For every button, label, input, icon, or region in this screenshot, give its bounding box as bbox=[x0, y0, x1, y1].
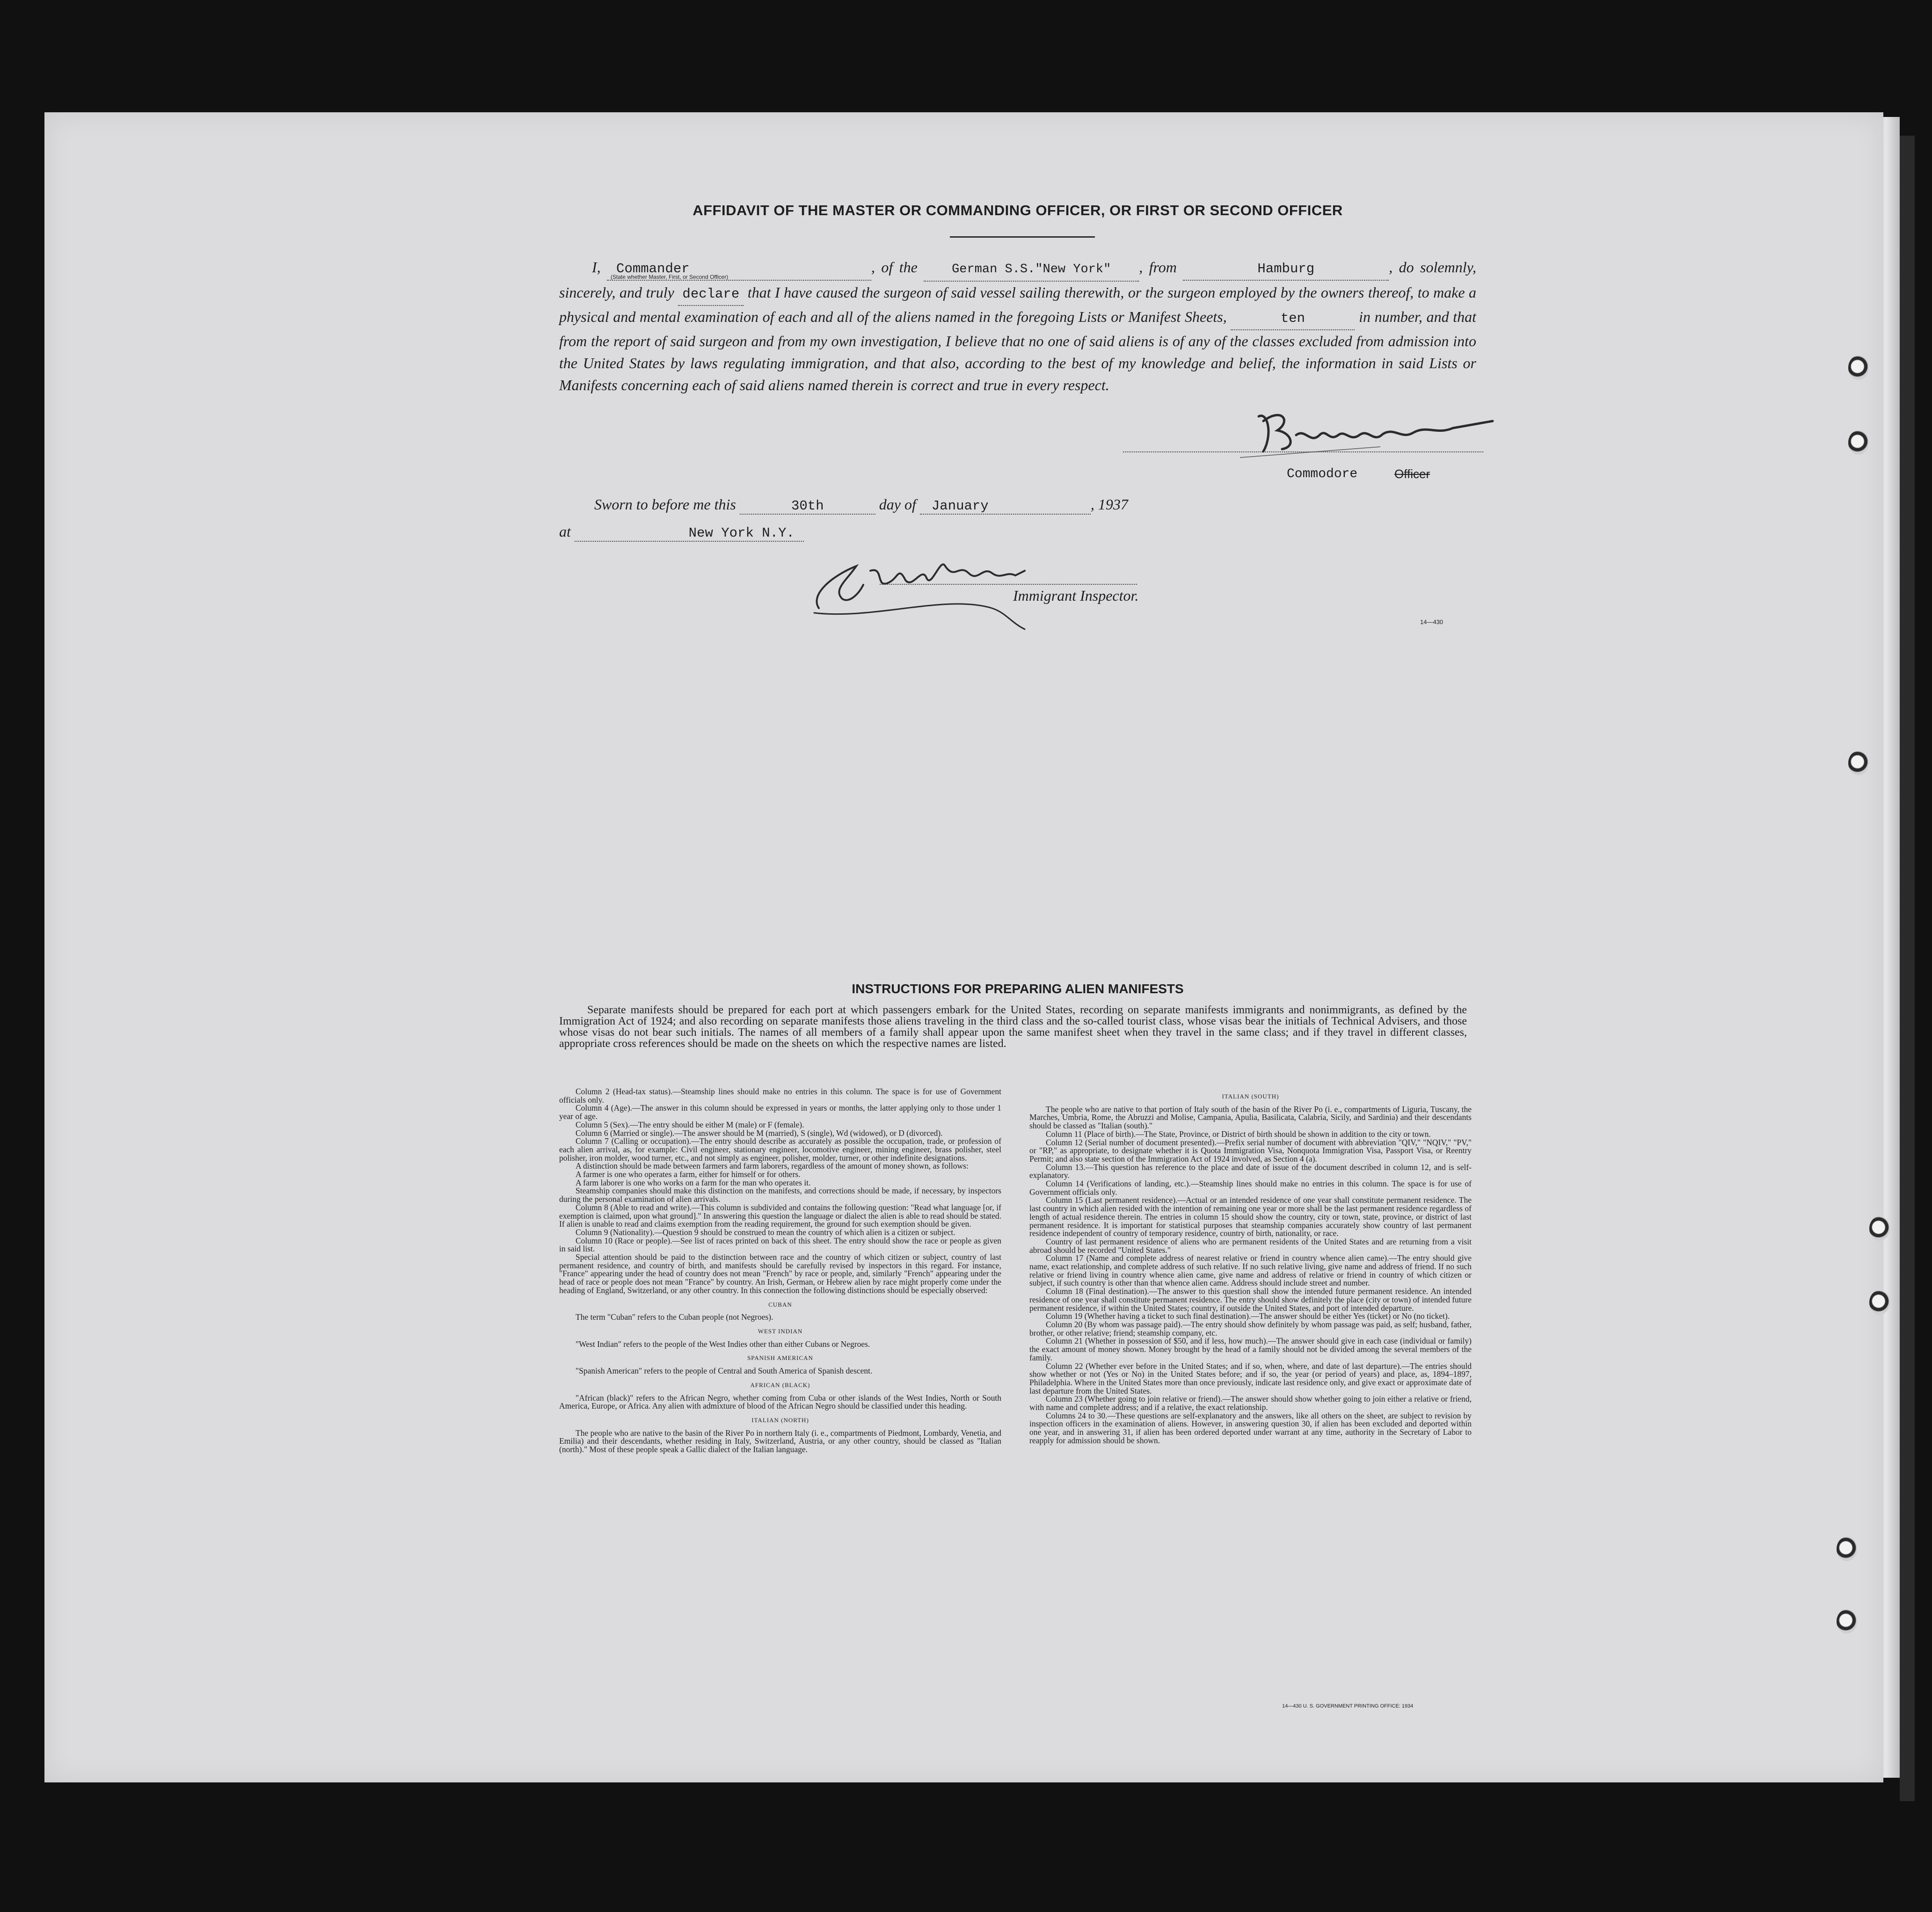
punch-hole bbox=[1869, 1216, 1890, 1241]
section-heading-african: AFRICAN (BLACK) bbox=[750, 1381, 810, 1389]
affidavit-of-the: , of the bbox=[871, 259, 918, 276]
instruction-paragraph: Column 9 (Nationality).—Question 9 should be construed to mean the country of which alien is a citizen or subject. bbox=[576, 1227, 955, 1237]
port-field: Hamburg bbox=[1183, 258, 1389, 281]
punch-hole bbox=[1848, 356, 1869, 380]
instruction-paragraph: Column 10 (Race or people).—See list of races printed on back of this sheet. The entry should show the race or people as given in said list. bbox=[559, 1236, 1001, 1254]
instruction-paragraph: Column 8 (Able to read and write).—This column is subdivided and contains the following question: "Read what language [or, if exemption is claimed, upon what ground]." In answering this question the language or dialect the alien is able to read should be stated. If alien is unable to read and claims exemption from the reading requirement, the ground for such exemption should be given. bbox=[559, 1202, 1001, 1229]
instruction-paragraph: Column 2 (Head-tax status).—Steamship lines should make no entries in this column. The space is for use of Government officials only. bbox=[559, 1087, 1001, 1105]
instruction-paragraph: "African (black)" refers to the African Negro, whether coming from Cuba or other islands of the West Indies, North or South America, Europe, or Africa. Any alien with admixture of blood of the African Negro should be classified under this heading. bbox=[559, 1393, 1001, 1411]
instruction-paragraph: Column 17 (Name and complete address of nearest relative or friend in country whence alien came).—The entry should give name, exact relationship, and complete address of such relative. If no such relative living, give name and address of friend. If no such relative or friend living in country whence alien came, give name and address of relative or friend in country of which citizen or subject, if such country is other than that whence alien came. Address should include street and number. bbox=[1029, 1253, 1472, 1288]
instruction-paragraph: Column 14 (Verifications of landing, etc.).—Steamship lines should make no entries in this column. The space is for use of Government officials only. bbox=[1029, 1179, 1472, 1197]
affidavit-from: , from bbox=[1139, 259, 1177, 276]
place-field: New York N.Y. bbox=[575, 525, 804, 542]
form-number: 14—430 bbox=[1420, 618, 1444, 625]
day-of: day of bbox=[879, 496, 916, 513]
instruction-paragraph: Column 22 (Whether ever before in the United States; and if so, when, where, and date of last departure).—The entries should show whether or not (Yes or No) in the United States before; and if so, the year (or period of years) and place, as, 1894–1897, Philadelphia. Where in the United States more than once previously, indicate last residence only, and give exact or approximate date of last departure from the United States. bbox=[1029, 1361, 1472, 1396]
instruction-paragraph: Column 18 (Final destination).—The answer to this question shall show the intended future permanent residence. An intended residence of one year shall constitute permanent residence. The entry should show definitely the place (city or town) of intended future permanent residence, if within the United States; country, if outside the United States, and port of intended departure. bbox=[1029, 1287, 1472, 1313]
instruction-paragraph: The people who are native to that portion of Italy south of the basin of the River Po (i. e., compartments of Liguria, Tuscany, the Marches, Umbria, Rome, the Abruzzi and Molise, Campania, Apulia, Basilicata, Calabria, Sicily, and Sardinia) and their descendants should be classed as "Italian (south)." bbox=[1029, 1104, 1472, 1131]
inspector-title: Immigrant Inspector. bbox=[1013, 587, 1139, 604]
section-heading-spanish-american: SPANISH AMERICAN bbox=[747, 1354, 813, 1362]
sheet-count-field: ten bbox=[1231, 307, 1355, 330]
punch-hole bbox=[1869, 1290, 1890, 1315]
inspector-signature bbox=[805, 538, 1067, 632]
instruction-paragraph: The term "Cuban" refers to the Cuban people (not Negroes). bbox=[576, 1312, 773, 1322]
affidavit-solemnly: solemnly, sincerely, and truly bbox=[559, 259, 1477, 301]
affidavit-do: , do bbox=[1389, 259, 1414, 276]
instruction-paragraph: A distinction should be made between farmers and farm laborers, regardless of the amount of money shown, as follows: bbox=[576, 1161, 969, 1171]
master-title-field: Commodore bbox=[1287, 467, 1358, 481]
sworn-prefix: Sworn to before me this bbox=[594, 496, 736, 513]
instruction-paragraph: Column 20 (By whom was passage paid).—The entry should show definitely by whom passage was paid, as self; husband, father, brother, or other relative; friend; steamship company, etc. bbox=[1029, 1319, 1472, 1338]
punch-hole bbox=[1848, 430, 1869, 455]
instruction-paragraph: Column 15 (Last permanent residence).—Actual or an intended residence of one year shall constitute permanent residence. The last country in which alien resided with the intention of remaining one year or more shall be the last permanent residence regardless of length of actual residence therein. The entries in column 15 should show the country, city or town, state, province, or district of last permanent residence. It is important for statistical purposes that steamship companies accurately show country of last permanent residence independent of country of temporary residence, country of birth, nationality, or race. bbox=[1029, 1195, 1472, 1238]
instruction-paragraph: Column 21 (Whether in possession of $50, and if less, how much).—The answer should give in each case (individual or family) the exact amount of money shown. Money brought by the head of a family should not be divided among the several members of the family. bbox=[1029, 1336, 1472, 1362]
title-divider bbox=[950, 236, 1095, 238]
printing-office-footer: 14—430 U. S. GOVERNMENT PRINTING OFFICE: 1934 bbox=[1282, 1703, 1414, 1709]
instructions-title: INSTRUCTIONS FOR PREPARING ALIEN MANIFESTS bbox=[852, 981, 1184, 996]
binder-strip bbox=[1900, 136, 1915, 1801]
instruction-paragraph: Special attention should be paid to the distinction between race and the country of which citizen or subject, country of last permanent residence, and country of birth, and manifests should be carefully revised by inspectors in this regard. For instance, "France" appearing under the head of country does not mean "French" by race or people, and, similarly "French" appearing under the head of race or people does not mean "France" by country. An Irish, German, or Hebrew alien by race might properly come under the heading of England, Switzerland, or any other country. In this connection the following distinctions should be especially observed: bbox=[559, 1252, 1001, 1295]
year-prefix: , 19 bbox=[1090, 496, 1113, 513]
instruction-paragraph: Steamship companies should make this distinction on the manifests, and corrections should be made, if necessary, by inspectors during the personal examination of alien arrivals. bbox=[559, 1186, 1001, 1204]
affidavit-clause-1: that I have caused the surgeon of said vessel sailing therewith, or the surgeon employed by the owners thereof, to make a physical and mental examination of each and all of the aliens named in the foregoing Lists or Manifest Sheets, bbox=[559, 284, 1477, 325]
officer-struck-text: Officer bbox=[1394, 467, 1430, 481]
instructions-left-column bbox=[559, 1088, 1001, 1454]
affidavit-i: I, bbox=[592, 259, 601, 276]
month-field: January bbox=[920, 498, 1091, 515]
section-heading-italian-north: ITALIAN (NORTH) bbox=[751, 1416, 809, 1424]
sworn-line bbox=[594, 496, 1249, 515]
instruction-paragraph: Column 11 (Place of birth).—The State, Province, or District of birth should be shown in addition to the city or town. bbox=[1046, 1129, 1431, 1139]
instruction-paragraph: Column 5 (Sex).—The entry should be either M (male) or F (female). bbox=[576, 1120, 804, 1129]
year-field: 37 bbox=[1113, 496, 1128, 513]
instruction-paragraph: Column 13.—This question has reference to the place and date of issue of the document described in column 12, and is self-explanatory. bbox=[1029, 1162, 1472, 1180]
instruction-paragraph: Column 4 (Age).—The answer in this column should be expressed in years or months, the latter applying only to those under 1 year of age. bbox=[559, 1103, 1001, 1121]
instruction-paragraph: A farmer is one who operates a farm, either for himself or for others. bbox=[576, 1170, 801, 1179]
declare-field: declare bbox=[678, 283, 744, 306]
rank-field: Commander bbox=[607, 258, 871, 281]
punch-hole bbox=[1837, 1609, 1857, 1634]
instruction-paragraph: Column 23 (Whether going to join relative or friend).—The answer should show whether going to join either a relative or friend, with name and complete address; and if a relative, the exact relationship. bbox=[1029, 1394, 1472, 1412]
section-heading-cuban: CUBAN bbox=[768, 1301, 792, 1308]
instruction-paragraph: Column 7 (Calling or occupation).—The entry should describe as accurately as possible the occupation, trade, or profession of each alien arrival, as, for example: Civil engineer, stationary engineer, locomotive engineer, mining engineer, brass polisher, steel polisher, iron molder, wood turner, etc., and not simply as engineer, polisher, molder, turner, or other indefinite designations. bbox=[559, 1136, 1001, 1163]
master-signature-line bbox=[1123, 451, 1483, 452]
instructions-right-column bbox=[1029, 1092, 1472, 1445]
instruction-paragraph: Country of last permanent residence of aliens who are permanent residents of the United States and are returning from a visit abroad should be recorded "United States." bbox=[1029, 1236, 1472, 1255]
instruction-paragraph: Column 19 (Whether having a ticket to such final destination).—The answer should be either Yes (ticket) or No (no ticket). bbox=[1046, 1311, 1450, 1321]
instruction-paragraph: "Spanish American" refers to the people of Central and South America of Spanish descent. bbox=[576, 1366, 873, 1376]
vessel-field: German S.S."New York" bbox=[924, 259, 1139, 282]
day-field: 30th bbox=[740, 498, 875, 515]
instruction-paragraph: The people who are native to the basin of the River Po in northern Italy (i. e., compartments of Piedmont, Lombardy, Venetia, and Emilia) and their descendants, whether residing in Italy, Switzerland, Austria, or any other country, should be classed as "Italian (north)." Most of these people speak a Gallic dialect of the Italian language. bbox=[559, 1428, 1001, 1454]
instruction-paragraph: Columns 24 to 30.—These questions are self-explanatory and the answers, like all others on the sheet, are subject to revision by inspection officers in the examination of aliens. However, in answering question 30, if alien has been excluded and deported within one year, and in answering 31, if alien has been ordered deported under warrant at any time, authority in the Secretary of Labor to reapply for admission should be shown. bbox=[1029, 1410, 1472, 1445]
section-heading-west-indian: WEST INDIAN bbox=[758, 1327, 803, 1335]
inspector-signature-line bbox=[880, 584, 1137, 585]
instruction-paragraph: Column 6 (Married or single).—The answer should be M (married), S (single), Wd (widowed), or D (divorced). bbox=[576, 1128, 943, 1138]
at-label: at bbox=[559, 523, 571, 540]
instructions-intro: Separate manifests should be prepared for each port at which passengers embark for the United States, recording on separate manifests immigrants and nonimmigrants, as defined by the Immigration Act of 1924; and also recording on separate manifests those aliens traveling in the third class and the so-called tourist class, whose visas bear the initials of Technical Advisers, and those whose visas do not bear such initials. The names of all members of a family shall appear upon the same manifest sheet when they travel in the same class; and if they travel in different classes, appropriate cross references should be made on the sheets on which the respective names are listed. bbox=[559, 1004, 1467, 1050]
instruction-paragraph: "West Indian" refers to the people of the West Indies other than either Cubans or Negroes. bbox=[576, 1339, 870, 1349]
rank-note: (State whether Master, First, or Second Officer) bbox=[611, 274, 729, 280]
instruction-paragraph: Column 12 (Serial number of document presented).—Prefix serial number of document with abbreviation "QIV," "NQIV," "PV," or "RP," as appropriate, to designate whether it is Quota Immigration Visa, Nonquota Immigration Visa, Passport Visa, or Reentry Permit; and also state section of the Immigration Act of 1924 involved, as Section 4 (a). bbox=[1029, 1137, 1472, 1163]
punch-hole bbox=[1848, 751, 1869, 775]
affidavit-title: AFFIDAVIT OF THE MASTER OR COMMANDING OFFICER, OR FIRST OR SECOND OFFICER bbox=[693, 202, 1343, 218]
instruction-paragraph: A farm laborer is one who works on a farm for the man who operates it. bbox=[576, 1178, 811, 1187]
affidavit-clause-2: in number, and that from the report of said surgeon and from my own investigation, I believe that no one of said aliens is of any of the classes excluded from admission into the United States by laws regulating immigration, and that also, according to the best of my knowledge and belief, the information in said Lists or Manifests concerning each of said aliens named therein is correct and true in every respect. bbox=[559, 308, 1477, 393]
punch-hole bbox=[1837, 1537, 1857, 1561]
master-signature bbox=[1240, 402, 1502, 458]
section-heading-italian-south: ITALIAN (SOUTH) bbox=[1222, 1093, 1279, 1100]
